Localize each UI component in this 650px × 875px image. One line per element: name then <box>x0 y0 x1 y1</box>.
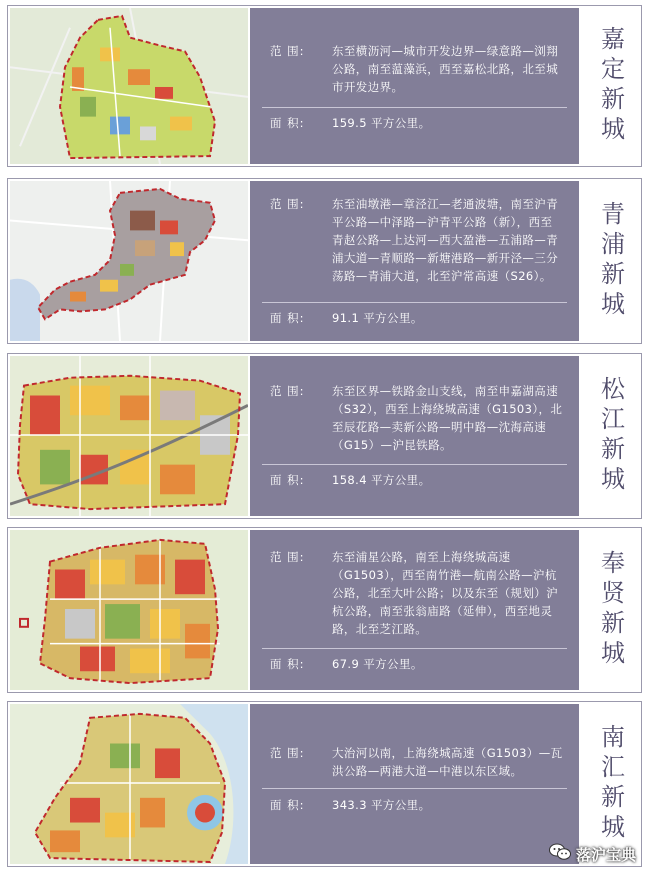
area-label: 面 积: <box>270 798 305 812</box>
area-row <box>270 796 563 814</box>
new-town-card <box>7 527 642 693</box>
info-panel <box>250 8 579 164</box>
scope-label: 范 围: <box>270 384 305 398</box>
area-text: 159.5 平方公里。 <box>332 116 431 130</box>
scope-text: 东至区界—铁路金山支线，南至申嘉湖高速（S32），西至上海绕城高速（G1503），北至辰花路—卖新公路—明中路—沈海高速（G15）—沪昆铁路。 <box>332 384 563 452</box>
divider <box>262 464 567 465</box>
scope-label: 范 围: <box>270 550 305 564</box>
new-town-title: 青浦新城 <box>596 201 625 321</box>
new-town-card <box>7 701 642 867</box>
info-panel <box>250 181 579 341</box>
scope-text: 东至横沥河—城市开发边界—绿意路—浏翔公路，南至蕰藻浜，西至嘉松北路，北至城市开发边界。 <box>332 44 559 94</box>
new-town-card <box>7 5 642 167</box>
scope-row <box>270 548 563 638</box>
city-map-image <box>10 530 248 690</box>
divider <box>262 788 567 789</box>
scope-text: 东至油墩港—章泾江—老通波塘，南至沪青平公路—中泽路—沪青平公路（新），西至青赵公路—上达河—西大盈港—五浦路—青浦大道—青顺路—新塘港路—新开泾—三分荡路—青浦大道，北至沪常高速（S26）。 <box>332 197 559 283</box>
area-label: 面 积: <box>270 657 305 671</box>
scope-row <box>270 195 563 285</box>
scope-text: 大治河以南，上海绕城高速（G1503）—瓦洪公路—两港大道—中港以东区域。 <box>332 746 563 778</box>
watermark <box>549 843 636 865</box>
scope-row <box>270 382 563 454</box>
divider <box>262 107 567 108</box>
new-town-card <box>7 353 642 519</box>
area-label: 面 积: <box>270 311 305 325</box>
info-panel <box>250 704 579 864</box>
area-text: 91.1 平方公里。 <box>332 311 423 325</box>
scope-row <box>270 744 563 780</box>
area-row <box>270 471 563 489</box>
area-label: 面 积: <box>270 116 305 130</box>
divider <box>262 648 567 649</box>
area-label: 面 积: <box>270 473 305 487</box>
area-row <box>270 114 563 132</box>
scope-label: 范 围: <box>270 746 305 760</box>
scope-row <box>270 42 563 96</box>
info-panel <box>250 356 579 516</box>
scope-text: 东至浦星公路，南至上海绕城高速（G1503），西至南竹港—航南公路—沪杭公路，北至大叶公路；以及东至（规划）沪杭公路，南至张翁庙路（延伸），西至地灵路，北至芝江路。 <box>332 550 559 636</box>
city-map-image <box>10 181 248 341</box>
watermark-text: 落沪宝典 <box>575 845 636 864</box>
area-text: 343.3 平方公里。 <box>332 798 431 812</box>
info-panel <box>250 530 579 690</box>
new-town-title: 松江新城 <box>596 376 625 496</box>
area-text: 67.9 平方公里。 <box>332 657 423 671</box>
new-town-title: 南汇新城 <box>596 724 625 844</box>
city-map-image <box>10 704 248 864</box>
scope-label: 范 围: <box>270 44 305 58</box>
new-town-card <box>7 178 642 344</box>
new-town-title: 嘉定新城 <box>596 26 625 146</box>
area-text: 158.4 平方公里。 <box>332 473 431 487</box>
wechat-icon <box>549 843 571 865</box>
city-map-image <box>10 356 248 516</box>
divider <box>262 302 567 303</box>
new-town-title: 奉贤新城 <box>596 550 625 670</box>
area-row <box>270 309 563 327</box>
scope-label: 范 围: <box>270 197 305 211</box>
area-row <box>270 655 563 673</box>
city-map-image <box>10 8 248 164</box>
